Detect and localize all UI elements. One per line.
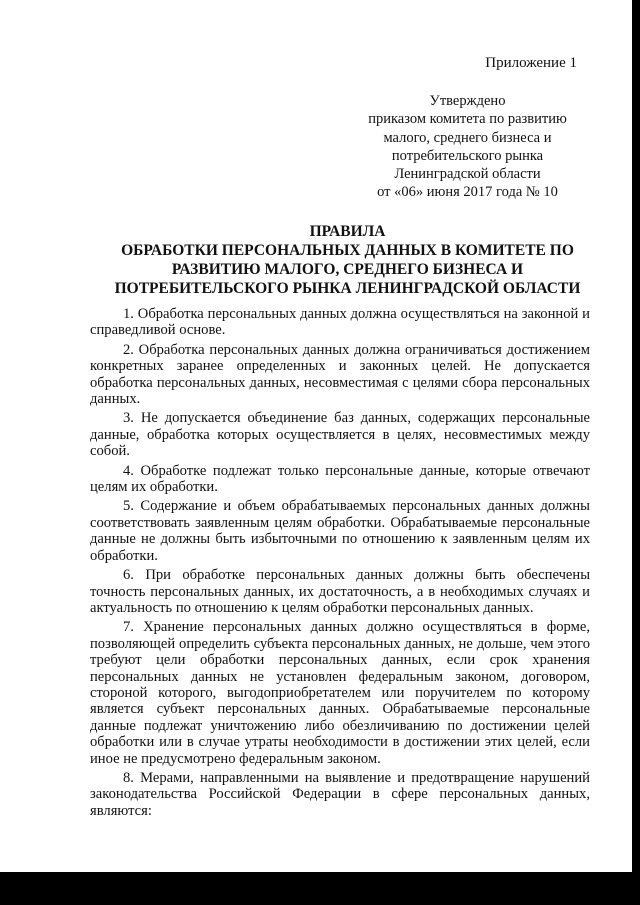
paragraph-6: 6. При обработке персональных данных должны быть обеспечены точность персональных данных, их достаточность, а в необходимых случаях и актуальность по отношению к целям обработки персональных данных. <box>90 567 590 616</box>
approval-line: потребительского рынка <box>391 147 544 164</box>
paragraph-8: 8. Мерами, направленными на выявление и предотвращение нарушений законодательства Российской Федерации в сфере персональных данных, являются: <box>90 769 590 819</box>
title-line: ОБРАБОТКИ ПЕРСОНАЛЬНЫХ ДАННЫХ В КОМИТЕТЕ ПО <box>121 242 574 259</box>
approval-line: Утверждено <box>429 93 506 109</box>
appendix-label: Приложение 1 <box>485 55 577 71</box>
approval-line: Ленинградской области <box>394 166 541 183</box>
approval-line: малого, среднего бизнеса и <box>383 129 552 146</box>
document-body <box>90 306 590 822</box>
paragraph-7: 7. Хранение персональных данных должно осуществляться в форме, позволяющей определить субъекта персональных данных, не дольше, чем этого требуют цели обработки персональных данных, если срок хранения персональных данных не установлен федеральным законом, договором, стороной которого, выгодоприобретателем или поручителем по которому является субъект персональных данных. Обрабатываемые персональные данные подлежат уничтожению либо обезличиванию по достижении целей обработки или в случае утраты необходимости в достижении этих целей, если иное не предусмотрено федеральным законом. <box>90 619 590 767</box>
paragraph-1: 1. Обработка персональных данных должна осуществляться на законной и справедливой основе. <box>90 306 590 339</box>
paragraph-4: 4. Обработке подлежат только персональные данные, которые отвечают целям их обработки. <box>90 462 590 496</box>
approval-line: приказом комитета по развитию <box>368 111 567 128</box>
scan-edge-bottom <box>0 872 640 905</box>
title-line: ПОТРЕБИТЕЛЬСКОГО РЫНКА ЛЕНИНГРАДСКОЙ ОБЛАСТИ <box>114 280 581 297</box>
paragraph-5: 5. Содержание и объем обрабатываемых персональных данных должны соответствовать заявленным целям обработки. Обрабатываемые персональные данные не должны быть избыточными по отношению к заявленным целям их обработки. <box>90 498 590 564</box>
paragraph-3: 3. Не допускается объединение баз данных, содержащих персональные данные, обработка которых осуществляется в целях, несовместимых между собой. <box>90 410 590 460</box>
paragraph-2: 2. Обработка персональных данных должна ограничиваться достижением конкретных заранее определенных и законных целей. Не допускается обработка персональных данных, несовместимая с целями сбора персональных данных. <box>90 341 590 408</box>
scan-edge-right <box>632 0 640 905</box>
title-line: РАЗВИТИЮ МАЛОГО, СРЕДНЕГО БИЗНЕСА И <box>171 261 524 278</box>
approval-line: от «06» июня 2017 года № 10 <box>377 184 558 201</box>
approval-block <box>340 92 595 202</box>
title-line: ПРАВИЛА <box>309 223 386 240</box>
document-title <box>100 222 595 298</box>
